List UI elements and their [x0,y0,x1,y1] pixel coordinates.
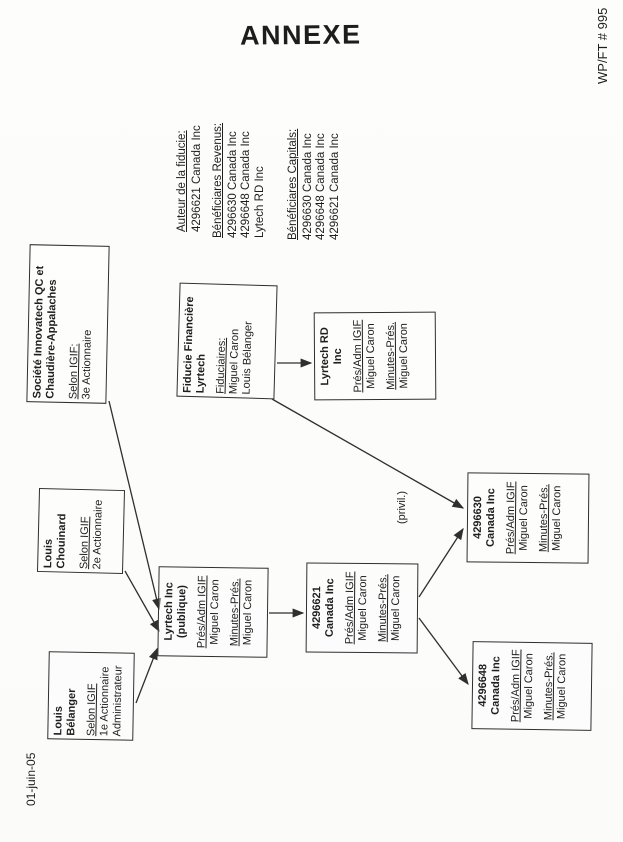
box-louis-chouinard [37,488,125,574]
officer-group [352,316,379,396]
officer-group [228,571,255,653]
box-lyrtech-rd-inc [314,312,437,401]
note-heading: Bénéficiares Revenus: [212,122,224,238]
person-name: Louis [52,705,65,736]
arrow-4296621-to-4296648 [419,618,468,684]
officer-name: Miguel Caron [397,323,411,389]
officer-name: Miguel Caron [517,485,531,551]
officer-heading: Prés/Adm IGIF [504,481,518,555]
person-name: Louis [42,538,55,569]
role-value: 2e Actionnaire [91,499,105,570]
box-4296648-canada-inc [471,641,592,731]
officer-name: Miguel Caron [364,323,378,389]
role-value: 3e Actionnaire [80,329,94,400]
box-louis-belanger [47,651,135,740]
officer-heading: Minutes-Prés. [537,484,551,553]
role-group [85,656,125,737]
officer-name: Miguel Caron [522,653,536,719]
privilege-label: (privil.) [396,491,408,524]
entity-name: Société Innovatech QC et [31,265,47,399]
company-name: Canada Inc [484,488,498,548]
role-group [67,249,96,400]
note-line: Lytech RD Inc [253,166,266,238]
officer-group [505,477,532,559]
entity-name: Lyrtech [194,353,208,394]
company-name: Canada Inc [489,656,503,715]
note-line: 4296630 Canada Inc [301,133,314,240]
role-value: 1e Actionnaire [98,666,112,737]
box-4296621-canada-inc [306,563,419,654]
date-label: 01-juin-05 [24,752,38,806]
company-name: 4296621 [310,586,324,630]
note-line: 4296621 Canada Inc [328,133,341,240]
role-heading: Selon IGIF [78,516,92,570]
person-name: Chouinard [55,513,69,569]
role-group [78,493,106,570]
note-line: 4296648 Canada Inc [315,133,327,240]
box-lyrtech-inc [157,566,268,658]
company-name: Lyrtech RD [318,327,332,386]
officer-heading: Prés/Adm IGIF [351,319,365,393]
box-4296630-canada-inc [467,472,590,563]
officer-heading: Minutes-Prés. [542,652,556,721]
page-title: ANNEXE [239,19,362,51]
officer-heading: Prés/Adm IGIF [509,649,523,723]
entity-name: Fiducie Financière [181,296,197,394]
arrow-fiducie-to-4296630-privil [272,399,463,508]
role-heading: Selon IGIF [85,683,99,737]
trustee-name: Miguel Caron [227,328,242,395]
note-heading: Bénéficiares Capitals: [287,128,299,240]
box-societe-innovatech [26,244,109,404]
officer-name: Miguel Caron [208,579,222,645]
officer-group [542,646,569,726]
officer-name: Miguel Caron [550,485,564,552]
reference-number: WP/FT # 995 [595,7,610,84]
company-name: Lyrtech Inc [162,582,176,641]
role-heading: Selon IGIF: [67,343,81,400]
officer-heading: Minutes-Prés. [228,578,242,647]
note-heading: Auteur de la fiducie: [176,130,188,232]
role-value: Administrateur [111,665,125,737]
company-name: 4296648 [476,663,490,707]
officer-heading: Prés/Adm IGIF [343,571,357,645]
officer-name: Miguel Caron [356,575,370,641]
note-capital-beneficiaries [287,129,342,240]
arrow-belanger-to-lyrtech [136,649,157,703]
arrow-4296621-to-4296630 [419,529,463,597]
officer-heading: Minutes-Prés. [376,574,390,643]
company-name: Inc [331,348,345,365]
officer-group [344,567,371,649]
officer-heading: Prés/Adm IGIF [195,575,209,649]
note-line: 4296621 Canada Inc [190,125,203,232]
entity-name: Chaudière-Appalaches [44,279,59,399]
officer-group [538,477,565,559]
officer-group [377,567,404,649]
company-name: Canada Inc [323,578,337,638]
person-name: Bélanger [65,688,79,736]
officer-name: Miguel Caron [389,575,403,642]
note-income-beneficiaries [212,123,267,238]
officer-group [509,646,536,726]
trustee-heading: Fiduciaires: [214,337,229,395]
officer-name: Miguel Caron [555,653,569,720]
box-fiducie-financiere-lyrtech [176,283,277,400]
note-line: 4296630 Canada Inc [226,131,239,238]
officer-group [195,571,222,653]
trustee-group [215,288,257,395]
company-name: (publique) [175,584,189,639]
trustee-name: Louis Bélanger [240,321,255,395]
officer-name: Miguel Caron [241,579,255,646]
note-trust-author [176,125,204,232]
officer-group [385,316,412,396]
arrow-chouinard-to-lyrtech [125,571,159,631]
company-name: 4296630 [471,496,485,539]
note-line: 4296648 Canada Inc [240,131,252,238]
officer-heading: Minutes-Prés. [384,321,398,390]
